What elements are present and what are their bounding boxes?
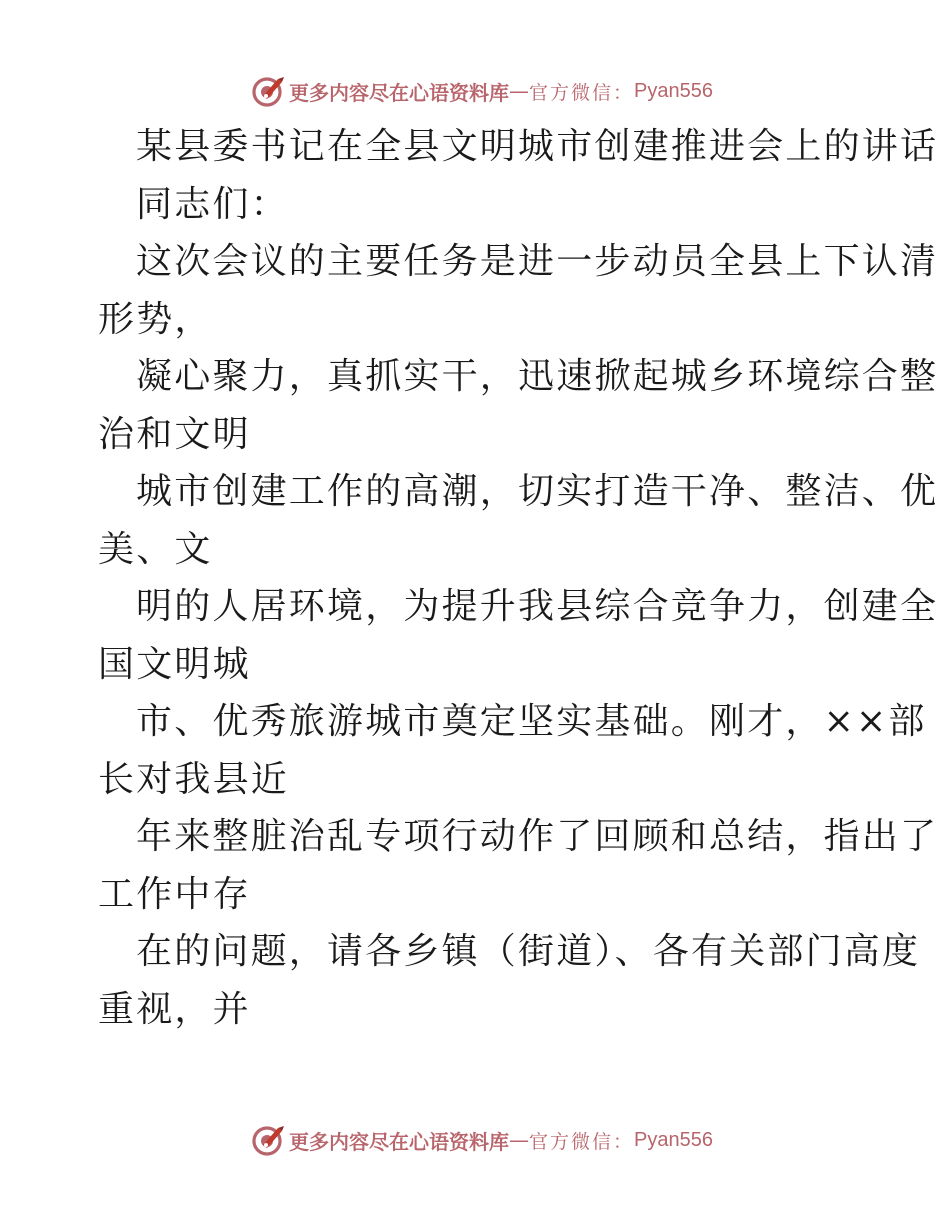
paragraph-line: 这次会议的主要任务是进一步动员全县上下认清 bbox=[136, 241, 939, 282]
banner-dash: — bbox=[509, 1128, 529, 1152]
header-watermark-banner bbox=[0, 71, 950, 111]
pen-nib-logo-icon bbox=[251, 1123, 285, 1157]
paragraph-line: 工作中存 bbox=[98, 873, 251, 915]
banner-wechat-id: Pyan556 bbox=[634, 1128, 713, 1151]
banner-main-text: 更多内容尽在心语资料库 bbox=[289, 1129, 509, 1154]
paragraph-line: 明的人居环境，为提升我县综合竞争力，创建全 bbox=[136, 586, 939, 627]
pen-nib-logo-icon bbox=[251, 74, 285, 108]
banner-dash: — bbox=[509, 79, 529, 103]
paragraph-line: 市、优秀旅游城市奠定坚实基础。刚才，××部 bbox=[136, 701, 927, 742]
salutation: 同志们： bbox=[136, 183, 289, 225]
paragraph-line: 形势， bbox=[98, 298, 213, 340]
paragraph-line: 长对我县近 bbox=[98, 758, 290, 800]
paragraph-line: 城市创建工作的高潮，切实打造干净、整洁、优 bbox=[136, 471, 939, 512]
paragraph-line: 凝心聚力，真抓实干，迅速掀起城乡环境综合整 bbox=[136, 356, 939, 397]
banner-main-text: 更多内容尽在心语资料库 bbox=[289, 80, 509, 105]
paragraph-line: 重视，并 bbox=[98, 988, 251, 1030]
footer-watermark-banner bbox=[0, 1120, 950, 1160]
document-title: 某县委书记在全县文明城市创建推进会上的讲话 bbox=[136, 126, 939, 167]
paragraph-line: 在的问题，请各乡镇（街道）、各有关部门高度 bbox=[136, 931, 921, 972]
paragraph-line: 年来整脏治乱专项行动作了回顾和总结，指出了 bbox=[136, 816, 939, 857]
paragraph-line: 治和文明 bbox=[98, 413, 251, 455]
paragraph-line: 美、文 bbox=[98, 528, 213, 570]
banner-wechat-id: Pyan556 bbox=[634, 79, 713, 102]
banner-wechat-label: 官方微信： bbox=[529, 81, 635, 104]
banner-wechat-label: 官方微信： bbox=[529, 1130, 635, 1153]
document-body bbox=[98, 118, 939, 1038]
paragraph-line: 国文明城 bbox=[98, 643, 251, 685]
